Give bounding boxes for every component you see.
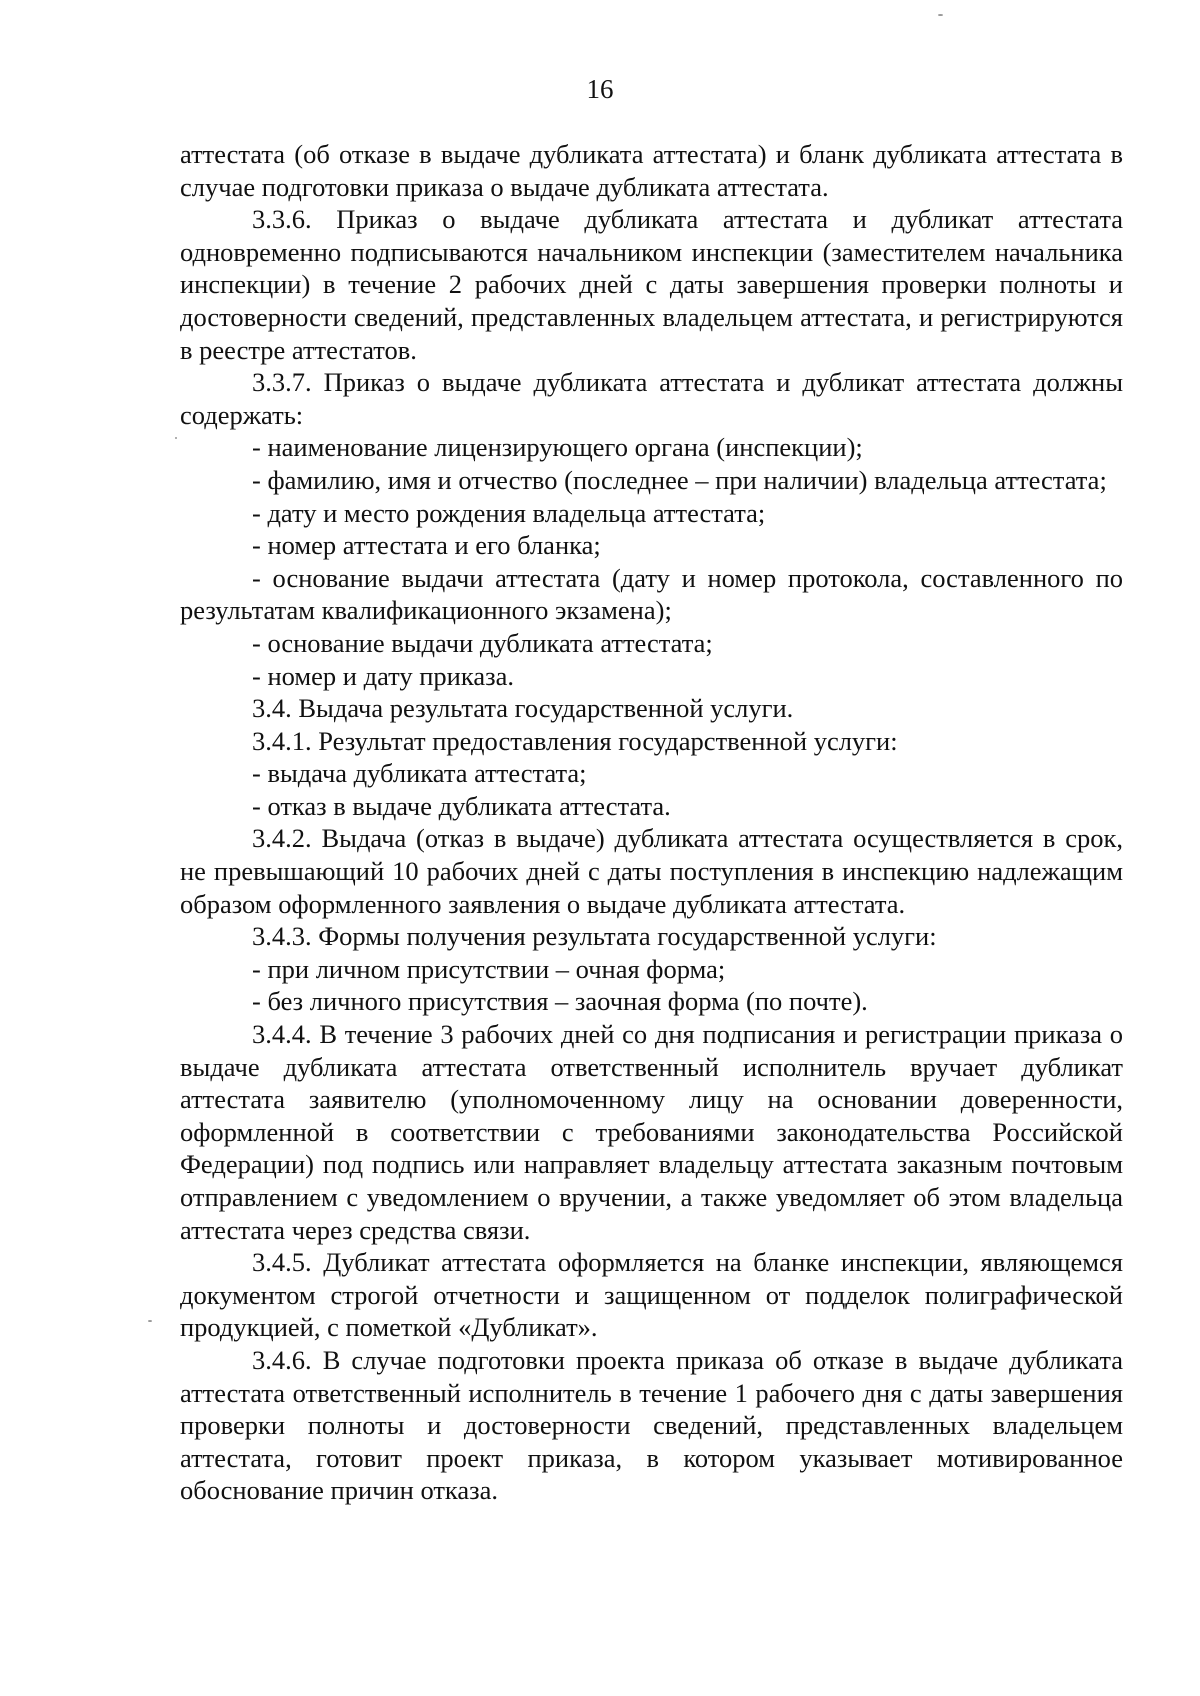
paragraph-3-4-6: 3.4.6. В случае подготовки проекта приказа об отказе в выдаче дубликата аттестата ответственный исполнитель в течение 1 рабочего дня с даты завершения проверки полноты и достоверности сведений, представленных владельцем аттестата, готовит проект приказа, в котором указывает мотивированное обоснование причин отказа. bbox=[180, 1344, 1123, 1506]
list-item-birth-date-place: - дату и место рождения владельца аттестата; bbox=[252, 497, 766, 528]
paragraph-3-3-6: 3.3.6. Приказ о выдаче дубликата аттестата и дубликат аттестата одновременно подписываются начальником инспекции (заместителем начальника инспекции) в течение 2 рабочих дней с даты завершения проверки полноты и достоверности сведений, представленных владельцем аттестата, и регистрируются в реестре аттестатов. bbox=[180, 204, 1123, 365]
list-item-in-person: - при личном присутствии – очная форма; bbox=[252, 953, 726, 984]
paragraph-3-4-4: 3.4.4. В течение 3 рабочих дней со дня подписания и регистрации приказа о выдаче дубликата аттестата ответственный исполнитель вручает дубликат аттестата заявителю (уполномоченному лицу на основании доверенности, оформленной в соответствии с требованиями законодательства Российской Федерации) под подпись или направляет владельцу аттестата заказным почтовым отправлением с уведомлением о вручении, а также уведомляет об этом владельца аттестата через средства связи. bbox=[180, 1019, 1123, 1245]
scan-speck bbox=[938, 14, 943, 16]
list-item-by-mail: - без личного присутствия – заочная форма (по почте). bbox=[252, 986, 868, 1017]
list-item-issue-basis: - основание выдачи аттестата (дату и номер протокола, составленного по результатам квалификационного экзамена); bbox=[180, 562, 1123, 626]
list-item-authority-name: - наименование лицензирующего органа (инспекции); bbox=[252, 432, 863, 463]
document-body bbox=[180, 138, 1123, 1507]
scan-speck bbox=[148, 1320, 152, 1322]
paragraph-3-4-2: 3.4.2. Выдача (отказ в выдаче) дубликата аттестата осуществляется в срок, не превышающий 10 рабочих дней с даты поступления в инспекцию надлежащим образом оформленного заявления о выдаче дубликата аттестата. bbox=[180, 823, 1123, 919]
list-item-duplicate-refusal: - отказ в выдаче дубликата аттестата. bbox=[252, 790, 671, 821]
paragraph-3-4: 3.4. Выдача результата государственной услуги. bbox=[252, 693, 794, 724]
list-item-order-number-date: - номер и дату приказа. bbox=[252, 660, 514, 691]
page-number: 16 bbox=[586, 74, 614, 104]
list-item-duplicate-basis: - основание выдачи дубликата аттестата; bbox=[252, 627, 713, 658]
paragraph-3-4-5: 3.4.5. Дубликат аттестата оформляется на бланке инспекции, являющемся документом строгой отчетности и защищенном от подделок полиграфической продукцией, с пометкой «Дубликат». bbox=[180, 1247, 1123, 1343]
scan-speck bbox=[175, 437, 177, 439]
paragraph-3-4-1: 3.4.1. Результат предоставления государственной услуги: bbox=[252, 725, 898, 756]
paragraph-continuation: аттестата (об отказе в выдаче дубликата аттестата) и бланк дубликата аттестата в случае подготовки приказа о выдаче дубликата аттестата. bbox=[180, 139, 1123, 202]
paragraph-3-3-7: 3.3.7. Приказ о выдаче дубликата аттестата и дубликат аттестата должны содержать: bbox=[180, 367, 1123, 430]
list-item-duplicate-issue: - выдача дубликата аттестата; bbox=[252, 758, 587, 789]
list-item-full-name: - фамилию, имя и отчество (последнее – при наличии) владельца аттестата; bbox=[252, 464, 1107, 495]
paragraph-3-4-3: 3.4.3. Формы получения результата государственной услуги: bbox=[252, 921, 937, 952]
list-item-certificate-number: - номер аттестата и его бланка; bbox=[252, 530, 601, 561]
